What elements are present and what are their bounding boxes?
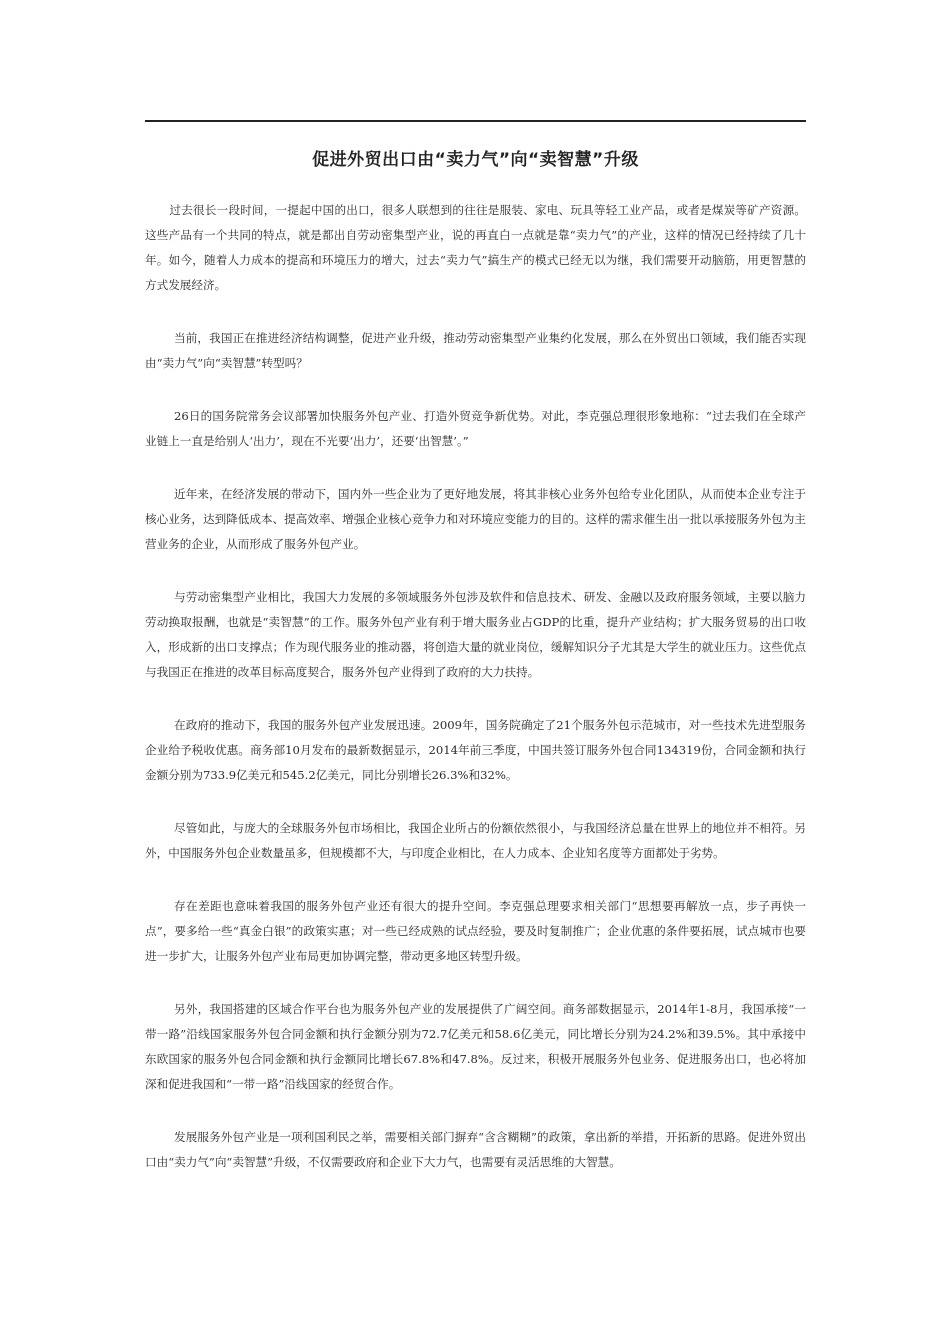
paragraph-7: 尽管如此，与庞大的全球服务外包市场相比，我国企业所占的份额依然很小，与我国经济总量在世界上的地位并不相符。另外，中国服务外包企业数量虽多，但规模都不大，与印度企业相比，在人力成本、企业知名度等方面都处于劣势。 [145,821,806,860]
paragraph-4: 近年来，在经济发展的带动下，国内外一些企业为了更好地发展，将其非核心业务外包给专业化团队，从而使本企业专注于核心业务，达到降低成本、提高效率、增强企业核心竞争力和对环境应变能力的目的。这样的需求催生出一批以承接服务外包为主营业务的企业，从而形成了服务外包产业。 [145,487,806,551]
article-title: 促进外贸出口由“卖力气”向“卖智慧”升级 [312,150,639,170]
paragraph-5: 与劳动密集型产业相比，我国大力发展的多领域服务外包涉及软件和信息技术、研发、金融以及政府服务领域，主要以脑力劳动换取报酬，也就是“卖智慧”的工作。服务外包产业有利于增大服务业占GDP的比重，提升产业结构；扩大服务贸易的出口收入，形成新的出口支撑点；作为现代服务业的推动器，将创造大量的就业岗位，缓解知识分子尤其是大学生的就业压力。这些优点与我国正在推进的改革目标高度契合，服务外包产业得到了政府的大力扶持。 [145,590,806,679]
paragraph-8: 存在差距也意味着我国的服务外包产业还有很大的提升空间。李克强总理要求相关部门“思想要再解放一点，步子再快一点”，要多给一些“真金白银”的政策实惠；对一些已经成熟的试点经验，要及时复制推广；企业优惠的条件要拓展，试点城市也要进一步扩大，让服务外包产业布局更加协调完整，带动更多地区转型升级。 [145,899,806,963]
paragraph-2: 当前，我国正在推进经济结构调整，促进产业升级，推动劳动密集型产业集约化发展，那么在外贸出口领域，我们能否实现由“卖力气”向“卖智慧”转型吗？ [145,331,806,370]
paragraph-10: 发展服务外包产业是一项利国利民之举，需要相关部门摒弃“含含糊糊”的政策，拿出新的举措，开拓新的思路。促进外贸出口由“卖力气”向“卖智慧”升级，不仅需要政府和企业下大力气，也需要有灵活思维的大智慧。 [145,1130,806,1169]
paragraph-3: 26日的国务院常务会议部署加快服务外包产业、打造外贸竞争新优势。对此，李克强总理很形象地称：“过去我们在全球产业链上一直是给别人‘出力’，现在不光要‘出力’，还要‘出智慧’。” [145,409,806,448]
paragraph-6: 在政府的推动下，我国的服务外包产业发展迅速。2009年，国务院确定了21个服务外包示范城市，对一些技术先进型服务企业给予税收优惠。商务部10月发布的最新数据显示，2014年前三季度，中国共签订服务外包合同134319份，合同金额和执行金额分别为733.9亿美元和545.2亿美元，同比分别增长26.3%和32%。 [145,718,806,782]
article-body [145,198,806,1203]
paragraph-1: 过去很长一段时间，一提起中国的出口，很多人联想到的往往是服装、家电、玩具等轻工业产品，或者是煤炭等矿产资源。这些产品有一个共同的特点，就是都出自劳动密集型产业，说的再直白一点就是靠“卖力气”的产业，这样的情况已经持续了几十年。如今，随着人力成本的提高和环境压力的增大，过去“卖力气”搞生产的模式已经无以为继，我们需要开动脑筋，用更智慧的方式发展经济。 [145,203,806,292]
header-rule [145,120,806,122]
paragraph-9: 另外，我国搭建的区域合作平台也为服务外包产业的发展提供了广阔空间。商务部数据显示，2014年1-8月，我国承接“一带一路”沿线国家服务外包合同金额和执行金额分别为72.7亿美元和58.6亿美元，同比增长分别为24.2%和39.5%。其中承接中东欧国家的服务外包合同金额和执行金额同比增长67.8%和47.8%。反过来，积极开展服务外包业务、促进服务出口，也必将加深和促进我国和“一带一路”沿线国家的经贸合作。 [145,1002,806,1091]
